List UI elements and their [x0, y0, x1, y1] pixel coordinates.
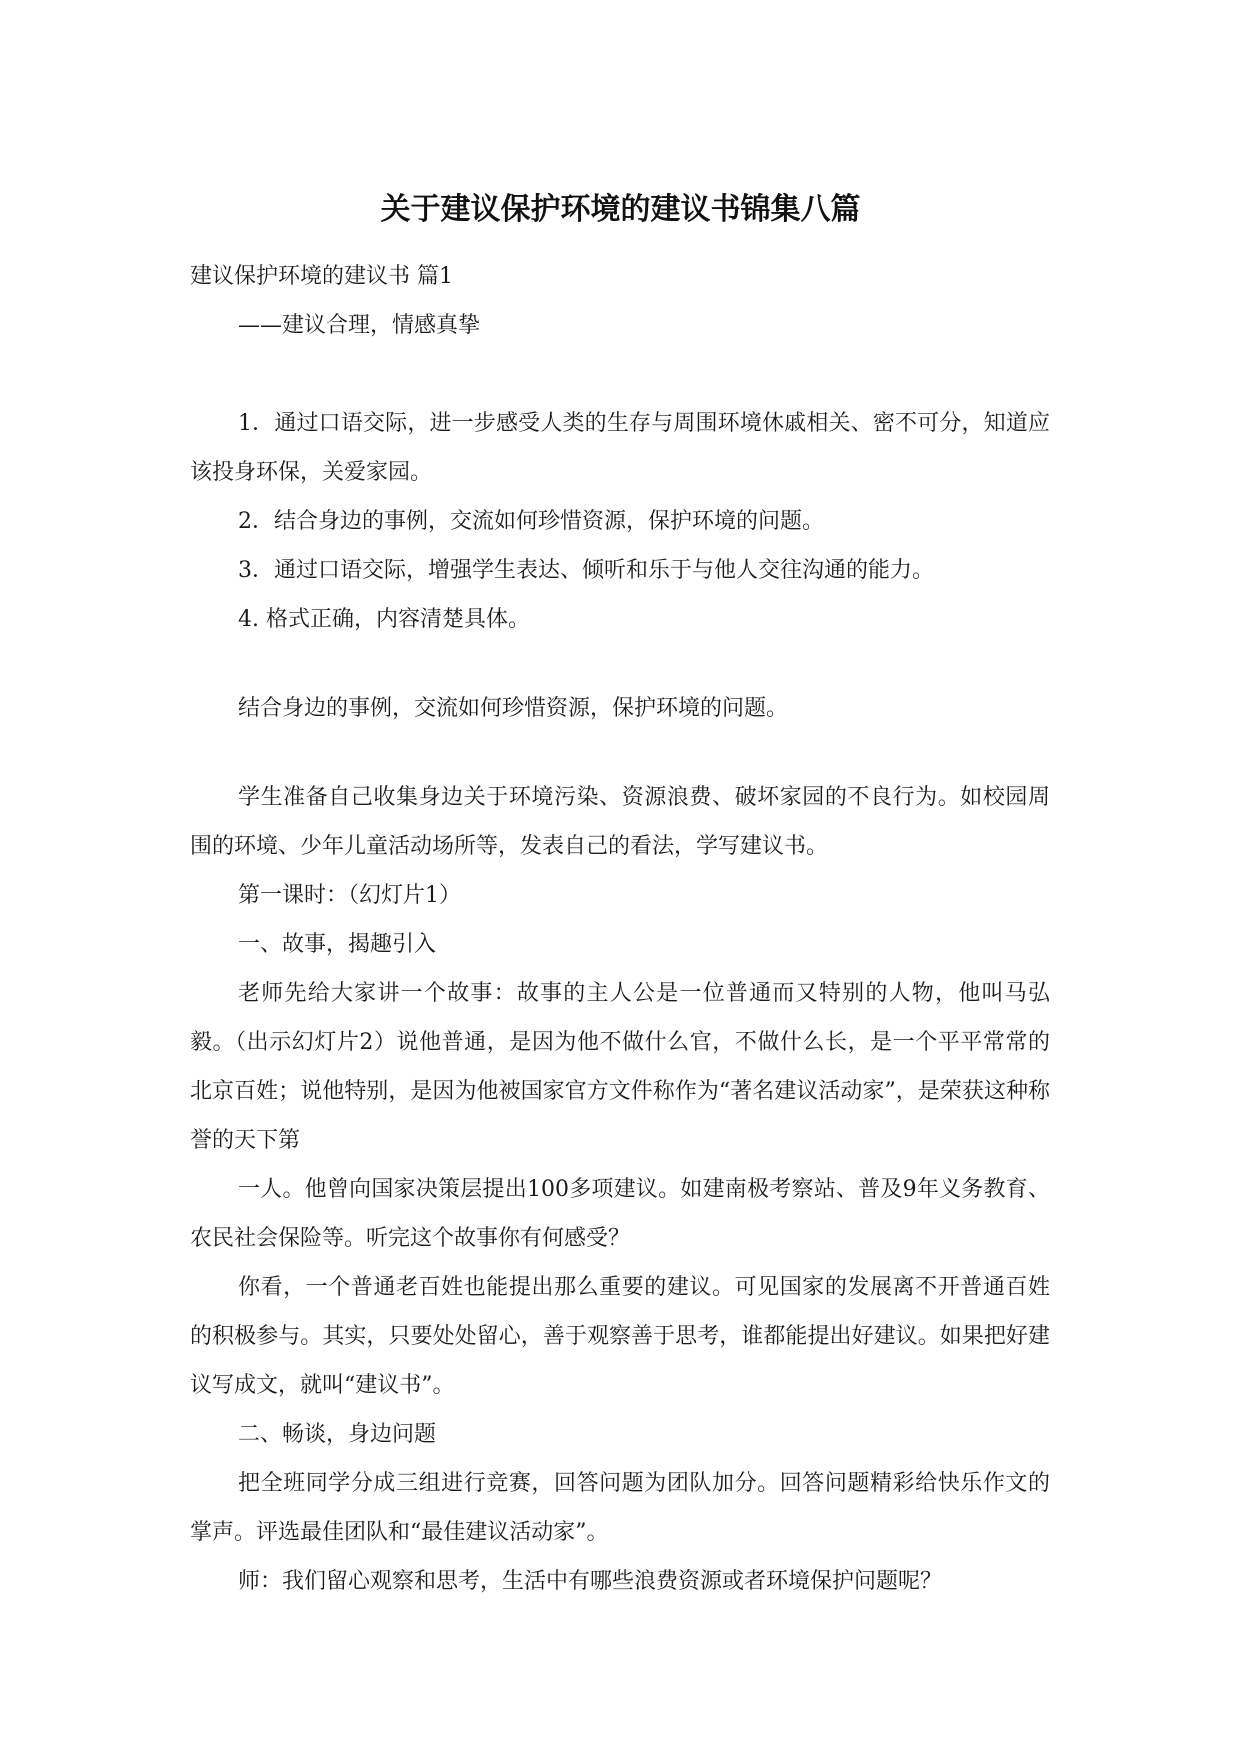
paragraph: 你看，一个普通老百姓也能提出那么重要的建议。可见国家的发展离不开普通百姓的积极参与。其实，只要处处留心，善于观察善于思考，谁都能提出好建议。如果把好建议写成文，就叫“建议书”。 — [190, 1275, 1050, 1398]
paragraph: 3．通过口语交际，增强学生表达、倾听和乐于与他人交往沟通的能力。 — [238, 558, 934, 583]
spacer — [190, 350, 1050, 399]
paragraph: 一人。他曾向国家决策层提出100多项建议。如建南极考察站、普及9年义务教育、农民社会保险等。听完这个故事你有何感受？ — [190, 1177, 1050, 1251]
paragraph: 老师先给大家讲一个故事：故事的主人公是一位普通而又特别的人物，他叫马弘毅。（出示幻灯片2）说他普通，是因为他不做什么官，不做什么长，是一个平平常常的北京百姓；说他特别，是因为他被国家官方文件称作为“著名建议活动家”，是荣获这种称誉的天下第 — [190, 981, 1050, 1153]
paragraph: 二、畅谈，身边问题 — [238, 1422, 437, 1447]
paragraph: 学生准备自己收集身边关于环境污染、资源浪费、破坏家园的不良行为。如校园周围的环境、少年儿童活动场所等，发表自己的看法，学写建议书。 — [190, 785, 1050, 859]
paragraph: 第一课时：（幻灯片1） — [238, 883, 461, 908]
paragraph: 师：我们留心观察和思考，生活中有哪些浪费资源或者环境保护问题呢？ — [238, 1569, 943, 1594]
subtitle-line: ——建议合理，情感真挚 — [238, 313, 481, 338]
section-heading: 建议保护环境的建议书 篇1 — [190, 264, 453, 289]
spacer — [190, 644, 1050, 684]
document-body — [190, 252, 1050, 1606]
paragraph: 4. 格式正确，内容清楚具体。 — [238, 607, 530, 632]
spacer — [190, 733, 1050, 773]
paragraph: 结合身边的事例，交流如何珍惜资源，保护环境的问题。 — [238, 696, 789, 721]
paragraph: 2．结合身边的事例，交流如何珍惜资源，保护环境的问题。 — [238, 509, 824, 534]
document-title: 关于建议保护环境的建议书锦集八篇 — [380, 192, 861, 227]
paragraph: 1．通过口语交际，进一步感受人类的生存与周围环境休戚相关、密不可分，知道应该投身环保，关爱家园。 — [190, 411, 1050, 485]
paragraph: 把全班同学分成三组进行竞赛，回答问题为团队加分。回答问题精彩给快乐作文的掌声。评选最佳团队和“最佳建议活动家”。 — [190, 1471, 1050, 1545]
paragraph: 一、故事，揭趣引入 — [238, 932, 437, 957]
